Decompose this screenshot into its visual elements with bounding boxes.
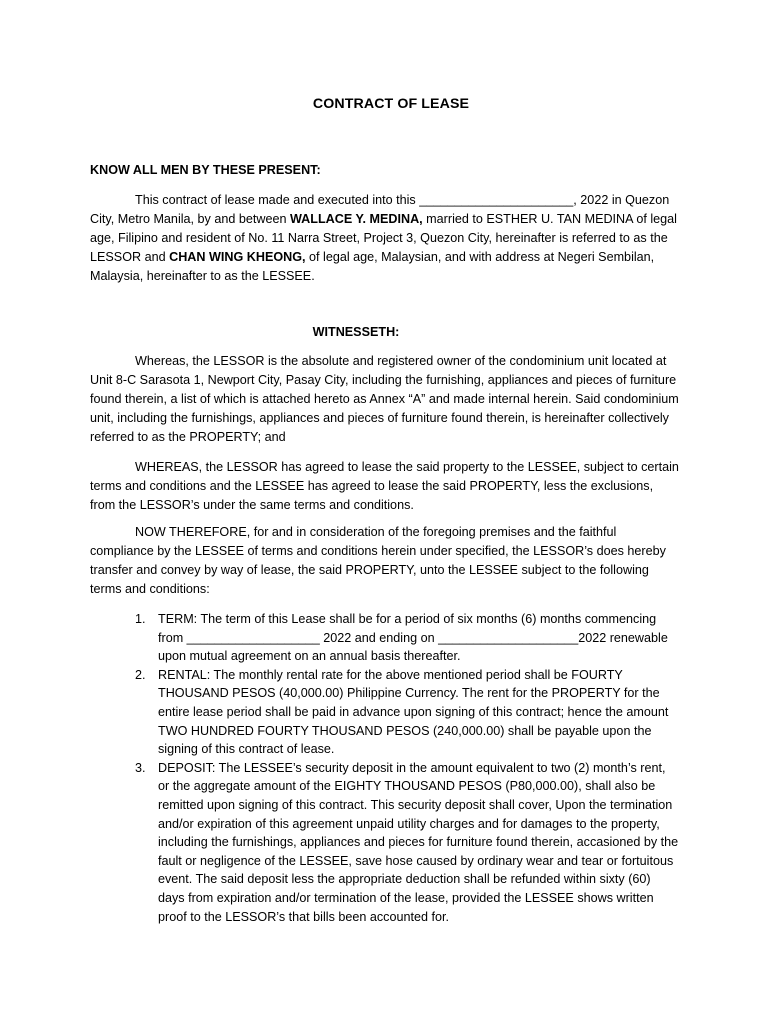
whereas-paragraph-1: Whereas, the LESSOR is the absolute and registered owner of the condominium unit located at Unit 8-C Sarasota 1, Newport City, Pasay City, including the furnishing, appliances and pieces of furniture found therein, a list of which is attached hereto as Annex “A” and made internal herein. Said condominium unit, including the furnishings, appliances and pieces of furniture found therein, is hereinafter collectively referred to as the PROPERTY; and <box>90 354 679 444</box>
term-number: 2. <box>135 667 146 682</box>
intro-heading: KNOW ALL MEN BY THESE PRESENT: <box>90 163 321 177</box>
term-text: TERM: The term of this Lease shall be for a period of six months (6) months commencing from ___________________ 2022 and ending on ____________________2022 renewable upon mutual agreement on an annual basis thereafter. <box>158 612 668 664</box>
page-title: CONTRACT OF LEASE <box>312 96 470 112</box>
list-item <box>90 610 680 666</box>
term-number: 3. <box>135 760 146 775</box>
lessee-name: CHAN WING KHEONG, <box>169 250 306 264</box>
list-item <box>90 666 680 759</box>
now-therefore-paragraph: NOW THEREFORE, for and in consideration of the foregoing premises and the faithful compliance by the LESSEE of terms and conditions herein under specified, the LESSOR’s does hereby transfer and convey by way of lease, the said PROPERTY, unto the LESSEE subject to the following terms and conditions: <box>90 525 666 596</box>
intro-text-part1: This contract of lease made and executed into this ______________________, 2022 in Quezon City, Metro Manila, by and between <box>90 193 670 226</box>
term-text: RENTAL: The monthly rental rate for the above mentioned period shall be FOURTY THOUSAND PESOS (40,000.00) Philippine Currency. The rent for the PROPERTY for the entire lease period shall be paid in advance upon signing of this contract; hence the amount TWO HUNDRED FOURTY THOUSAND PESOS (240,000.00) shall be payable upon the signing of this contract of lease. <box>158 667 669 757</box>
lessor-name: WALLACE Y. MEDINA, <box>289 212 423 226</box>
term-text: DEPOSIT: The LESSEE’s security deposit in the amount equivalent to two (2) month’s rent, or the aggregate amount of the EIGHTY THOUSAND PESOS (P80,000.00), shall also be remitted upon signing of this contract. This security deposit shall cover, Upon the termination and/or expiration of this agreement unpaid utility charges and for damages to the property, including the furnishings, appliances and pieces for furniture found therein, accasioned by the fault or negligence of the LESSEE, save hose caused by ordinary wear and tear or fortuitous event. The said deposit less the appropriate deduction shall be refunded within sixty (60) days from expiration and/or termination of the lease, provided the LESSEE shows written proof to the LESSOR’s that bills been accounted for. <box>158 760 679 924</box>
list-item <box>90 759 680 926</box>
intro-text-part3: of legal age, Malaysian, and with address at Negeri Sembilan, Malaysia, hereinafter to as the LESSEE. <box>90 250 655 283</box>
term-number: 1. <box>135 612 146 626</box>
whereas-paragraph-2: WHEREAS, the LESSOR has agreed to lease the said property to the LESSEE, subject to certain terms and conditions and the LESSEE has agreed to lease the said PROPERTY, less the exclusions, from the LESSOR’s under the same terms and conditions. <box>90 460 679 512</box>
intro-paragraph <box>90 191 680 286</box>
terms-list <box>90 610 680 926</box>
intro-text-part2: married to ESTHER U. TAN MEDINA of legal age, Filipino and resident of No. 11 Narra Street, Project 3, Quezon City, hereinafter is referred to as the LESSOR and <box>90 212 677 264</box>
witnesseth-heading: WITNESSETH: <box>312 325 400 339</box>
